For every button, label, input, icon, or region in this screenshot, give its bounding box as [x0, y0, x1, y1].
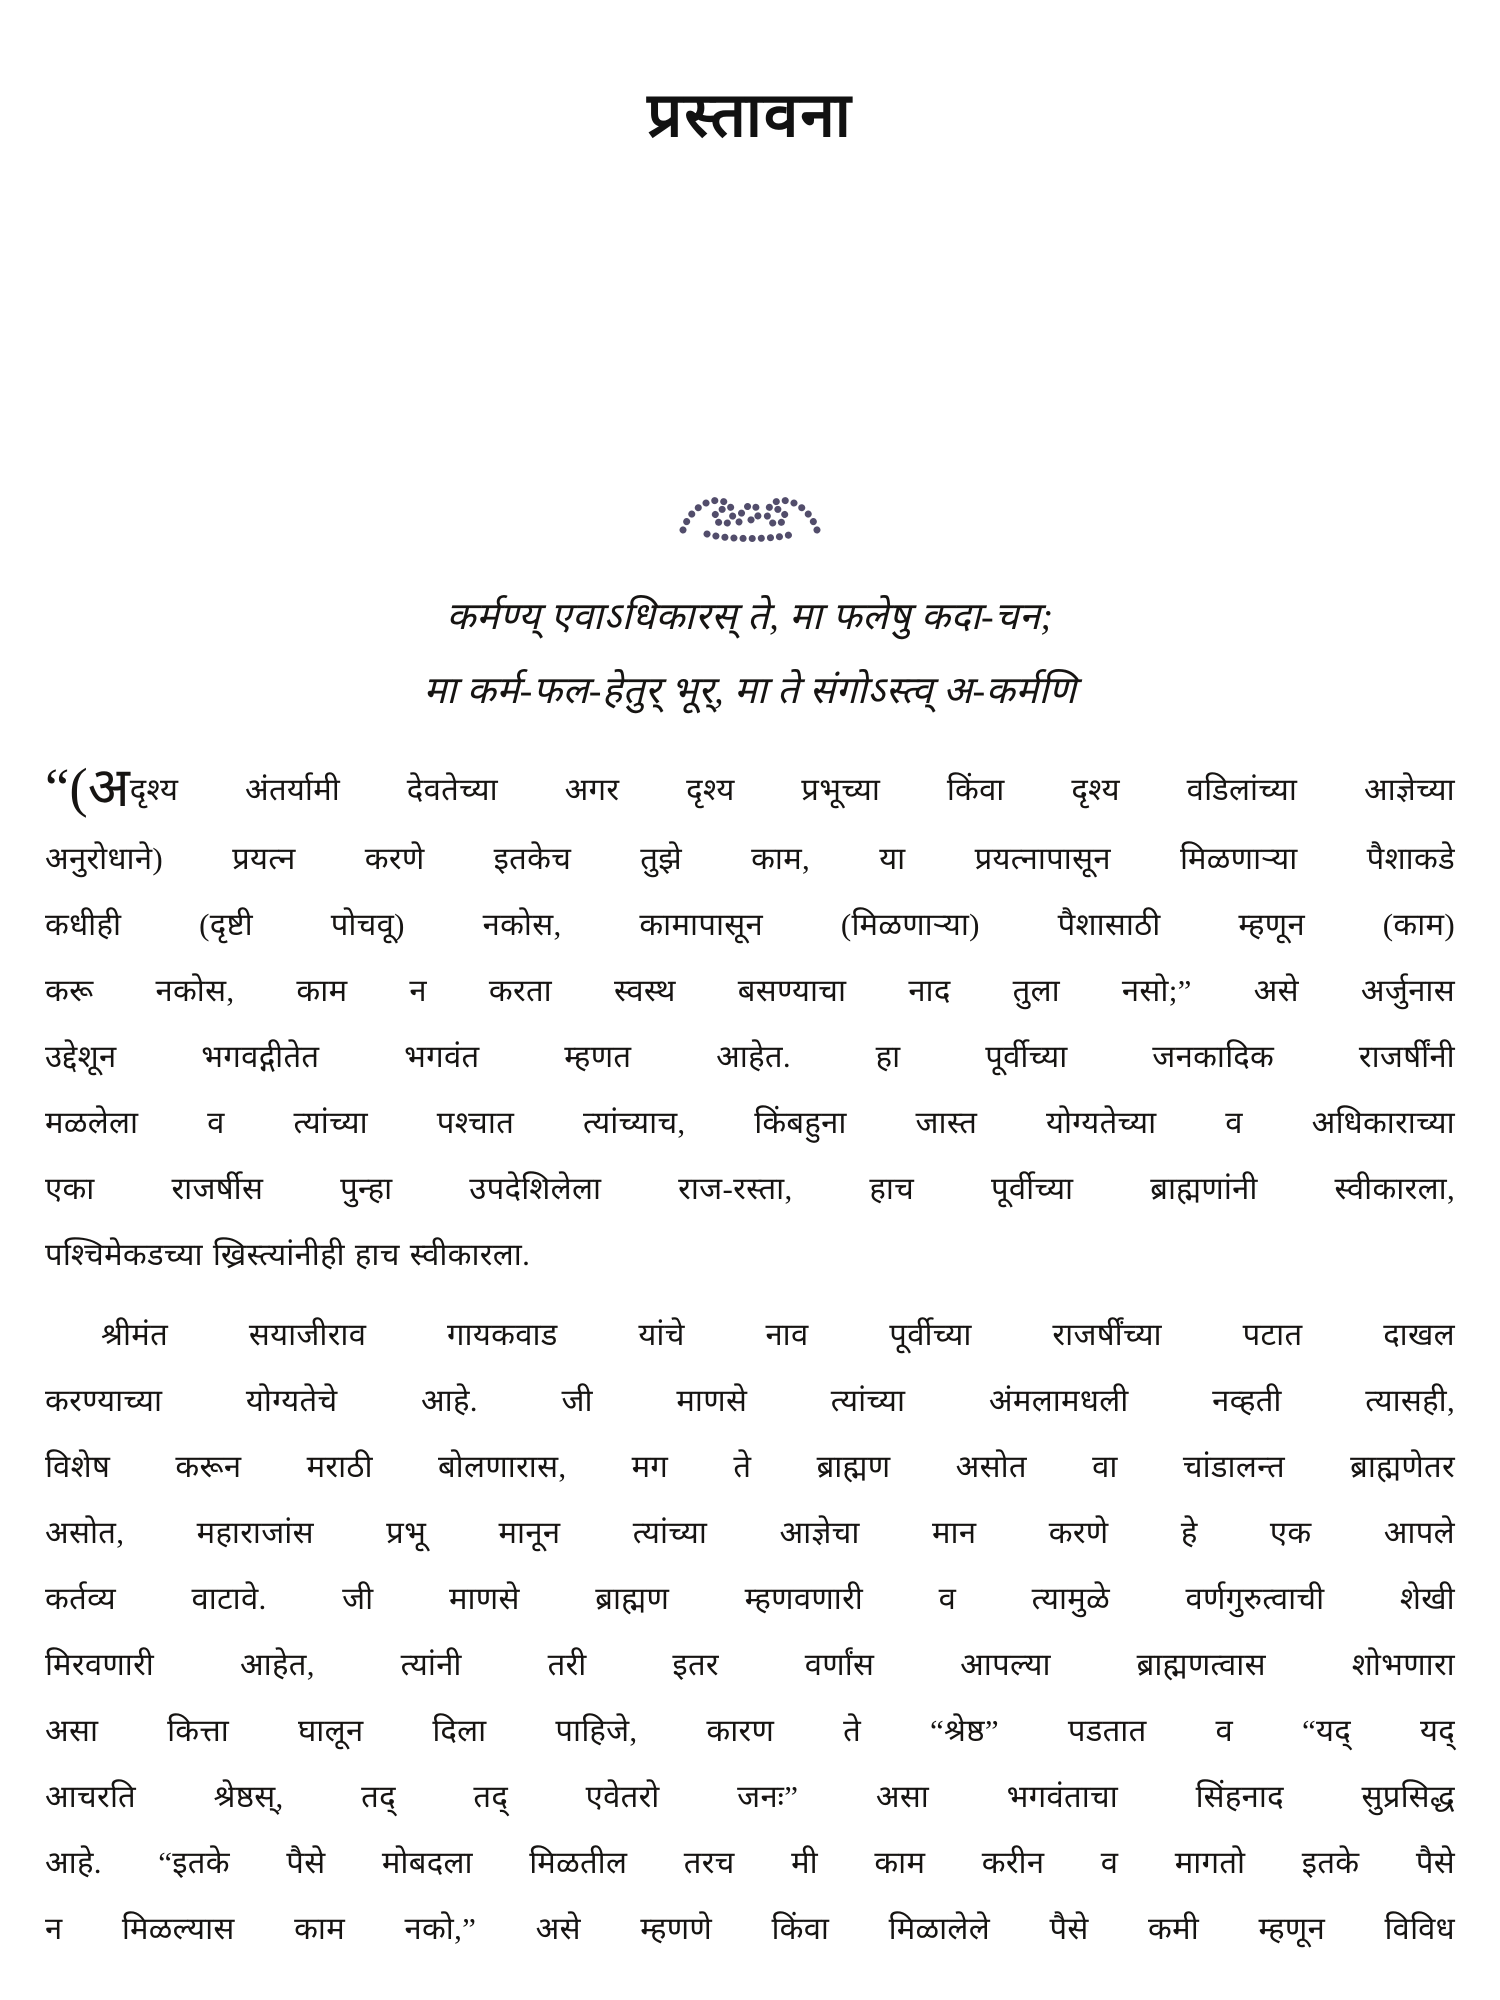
text-line: मळलेला व त्यांच्या पश्चात त्यांच्याच, किंबहुना जास्त योग्यतेच्या व अधिकाराच्या: [45, 1105, 1455, 1141]
verse-line: मा कर्म-फल-हेतुर् भूर्, मा ते संगोऽस्त्व् अ-कर्मणि: [423, 670, 1077, 713]
text-line: आहे. “इतके पैसे मोबदला मिळतील तरच मी काम करीन व मागतो इतके पैसे: [45, 1845, 1455, 1881]
drop-cap: “(अ: [45, 757, 130, 819]
page-title: प्रस्तावना: [647, 82, 853, 150]
text-line: विशेष करून मराठी बोलणारास, मग ते ब्राह्मण असोत वा चांडालन्त ब्राह्मणेतर: [45, 1449, 1455, 1485]
verse-line: कर्मण्य् एवाऽधिकारस् ते, मा फलेषु कदा-चन;: [446, 596, 1054, 639]
text-line: कधीही (दृष्टी पोचवू) नकोस, कामापासून (मिळणाऱ्या) पैशासाठी म्हणून (काम): [45, 907, 1455, 943]
text-line: मिरवणारी आहेत, त्यांनी तरी इतर वर्णांस आपल्या ब्राह्मणत्वास शोभणारा: [45, 1647, 1455, 1683]
text-line: करू नकोस, काम न करता स्वस्थ बसण्याचा नाद तुला नसो;” असे अर्जुनास: [45, 973, 1455, 1009]
text-line: श्रीमंत सयाजीराव गायकवाड यांचे नाव पूर्वीच्या राजर्षींच्या पटात दाखल: [101, 1317, 1455, 1353]
section-divider: [45, 488, 1455, 546]
floral-flourish-icon: [677, 531, 823, 548]
text-line: अनुरोधाने) प्रयत्न करणे इतकेच तुझे काम, या प्रयत्नापासून मिळणाऱ्या पैशाकडे: [45, 841, 1455, 877]
text-line: पश्चिमेकडच्या ख्रिस्त्यांनीही हाच स्वीकारला.: [45, 1237, 531, 1273]
text-line: असोत, महाराजांस प्रभू मानून त्यांच्या आज्ञेचा मान करणे हे एक आपले: [45, 1515, 1455, 1551]
text-line: कर्तव्य वाटावे. जी माणसे ब्राह्मण म्हणवणारी व त्यामुळे वर्णगुरुत्वाची शेखी: [45, 1581, 1455, 1617]
text-line: न मिळल्यास काम नको,” असे म्हणणे किंवा मिळालेले पैसे कमी म्हणून विविध: [45, 1911, 1455, 1947]
text-line: करण्याच्या योग्यतेचे आहे. जी माणसे त्यांच्या अंमलामधली नव्हती त्यासही,: [45, 1383, 1455, 1419]
paragraph-1: [45, 754, 1455, 1288]
text-line: असा कित्ता घालून दिला पाहिजे, कारण ते “श्रेष्ठ” पडतात व “यद् यद्: [45, 1713, 1455, 1749]
text-line: उद्देशून भगवद्गीतेत भगवंत म्हणत आहेत. हा पूर्वीच्या जनकादिक राजर्षींनी: [45, 1039, 1455, 1075]
sanskrit-verse: [45, 580, 1455, 728]
text-line: [45, 754, 1455, 826]
text-line: आचरति श्रेष्ठस्, तद् तद् एवेतरो जनः” असा भगवंताचा सिंहनाद सुप्रसिद्ध: [45, 1779, 1455, 1815]
paragraph-2: [45, 1302, 1455, 1962]
text-line: एका राजर्षीस पुन्हा उपदेशिलेला राज-रस्ता, हाच पूर्वीच्या ब्राह्मणांनी स्वीकारला,: [45, 1171, 1455, 1207]
text-line-content: दृश्य अंतर्यामी देवतेच्या अगर दृश्य प्रभूच्या किंवा दृश्य वडिलांच्या आज्ञेच्या: [129, 772, 1455, 808]
